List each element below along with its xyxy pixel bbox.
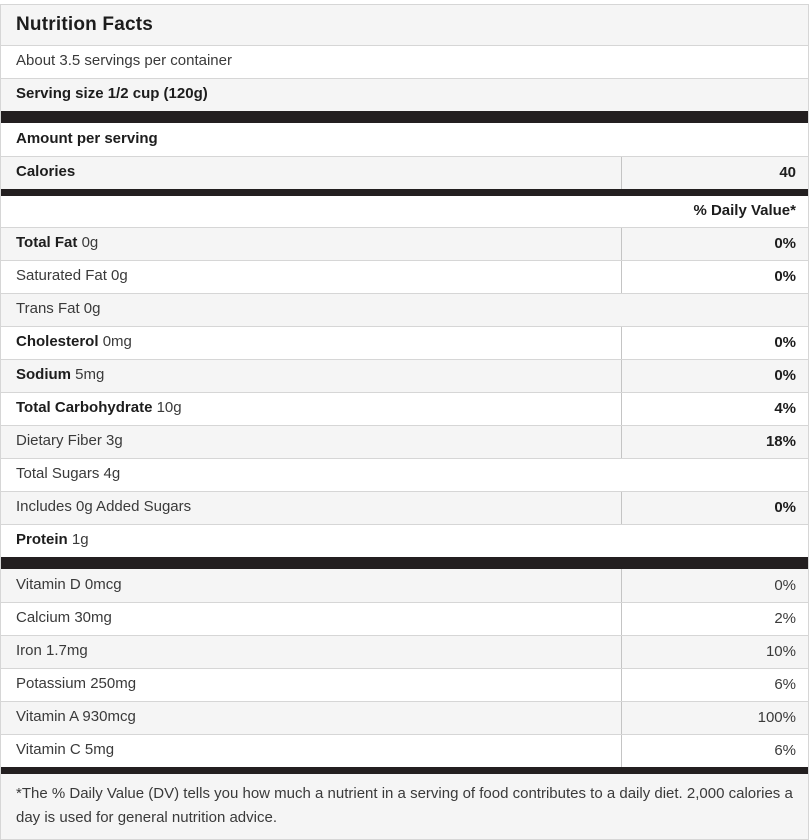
- daily-value-header-label: [1, 196, 808, 227]
- row-total-carbohydrate: [1, 392, 808, 425]
- trans-fat-label-text: Trans Fat 0g: [16, 300, 101, 318]
- calories-label: [1, 157, 621, 189]
- row-servings-per-container: [1, 45, 808, 78]
- protein-label: [1, 525, 808, 557]
- added-sugars-value: [621, 492, 808, 524]
- thick-bar-3: [1, 557, 808, 569]
- sodium-label-text: 5mg: [71, 366, 105, 384]
- row-sodium: [1, 359, 808, 392]
- vitamin-a-value: [621, 702, 808, 734]
- cholesterol-value-text: 0%: [774, 334, 796, 351]
- added-sugars-label: [1, 492, 621, 524]
- cholesterol-label: [1, 327, 621, 359]
- potassium-label-text: Potassium 250mg: [16, 675, 137, 693]
- dietary-fiber-value: [621, 426, 808, 458]
- dietary-fiber-label-text: Dietary Fiber 3g: [16, 432, 123, 450]
- sodium-label: [1, 360, 621, 392]
- row-saturated-fat: [1, 260, 808, 293]
- title-label-bold-text: Nutrition Facts: [16, 14, 154, 35]
- cholesterol-label-text: 0mg: [98, 333, 132, 351]
- thick-bar-2: [1, 189, 808, 196]
- potassium-value-text: 6%: [774, 676, 796, 693]
- row-calories: [1, 156, 808, 189]
- vitamin-d-value-text: 0%: [774, 576, 796, 594]
- total-fat-value: [621, 228, 808, 260]
- row-total-sugars: [1, 458, 808, 491]
- saturated-fat-value-text: 0%: [774, 268, 796, 285]
- row-total-fat: [1, 227, 808, 260]
- protein-label-text: 1g: [67, 531, 89, 549]
- added-sugars-value-text: 0%: [774, 499, 796, 516]
- row-iron: [1, 635, 808, 668]
- vitamin-c-label: [1, 735, 621, 767]
- potassium-label: [1, 669, 621, 701]
- vitamin-c-value-text: 6%: [774, 742, 796, 759]
- row-protein: [1, 524, 808, 557]
- sodium-value: [621, 360, 808, 392]
- row-amount-per-serving: [1, 123, 808, 156]
- total-fat-label: [1, 228, 621, 260]
- daily-value-header-label-bold-text: % Daily Value*: [693, 201, 796, 219]
- calcium-value-text: 2%: [774, 610, 796, 627]
- row-calcium: [1, 602, 808, 635]
- row-trans-fat: [1, 293, 808, 326]
- vitamin-d-label: [1, 569, 621, 602]
- footnote-label: [1, 774, 808, 839]
- added-sugars-label-text: Includes 0g Added Sugars: [16, 498, 192, 516]
- thick-bar-4: [1, 767, 808, 774]
- title-label: [1, 5, 808, 45]
- servings-per-container-label: [1, 46, 808, 78]
- vitamin-c-label-text: Vitamin C 5mg: [16, 741, 115, 759]
- saturated-fat-label-text: Saturated Fat 0g: [16, 267, 128, 285]
- amount-per-serving-label: [1, 123, 808, 156]
- total-sugars-label: [1, 459, 808, 491]
- calories-value: [621, 157, 808, 189]
- cholesterol-label-bold-text: Cholesterol: [16, 333, 99, 351]
- protein-label-bold-text: Protein: [16, 531, 68, 549]
- total-carbohydrate-label-text: 10g: [152, 399, 182, 417]
- total-fat-label-bold-text: Total Fat: [16, 234, 78, 252]
- thick-bar-1: [1, 111, 808, 123]
- row-cholesterol: [1, 326, 808, 359]
- total-fat-value-text: 0%: [774, 235, 796, 252]
- saturated-fat-value: [621, 261, 808, 293]
- row-potassium: [1, 668, 808, 701]
- total-carbohydrate-value: [621, 393, 808, 425]
- iron-label-text: Iron 1.7mg: [16, 642, 88, 660]
- vitamin-a-label: [1, 702, 621, 734]
- servings-per-container-label-text: About 3.5 servings per container: [16, 52, 232, 70]
- iron-value: [621, 636, 808, 668]
- vitamin-a-label-text: Vitamin A 930mcg: [16, 708, 136, 726]
- row-daily-value-header: [1, 196, 808, 227]
- calories-label-bold-text: Calories: [16, 163, 76, 181]
- amount-per-serving-label-bold-text: Amount per serving: [16, 129, 158, 147]
- saturated-fat-label: [1, 261, 621, 293]
- vitamin-d-label-text: Vitamin D 0mcg: [16, 575, 122, 593]
- serving-size-label: [1, 79, 808, 111]
- trans-fat-label: [1, 294, 808, 326]
- calories-value-text: 40: [779, 164, 796, 182]
- row-serving-size: [1, 78, 808, 111]
- vitamin-d-value: [621, 569, 808, 602]
- vitamin-a-value-text: 100%: [757, 709, 796, 726]
- calcium-label: [1, 603, 621, 635]
- total-carbohydrate-label: [1, 393, 621, 425]
- row-title: [1, 5, 808, 45]
- row-added-sugars: [1, 491, 808, 524]
- calcium-label-text: Calcium 30mg: [16, 609, 112, 627]
- calcium-value: [621, 603, 808, 635]
- page: [0, 4, 812, 837]
- row-footnote: [1, 774, 808, 839]
- total-carbohydrate-label-bold-text: Total Carbohydrate: [16, 399, 153, 417]
- iron-label: [1, 636, 621, 668]
- total-fat-label-text: 0g: [77, 234, 99, 252]
- sodium-value-text: 0%: [774, 367, 796, 384]
- sodium-label-bold-text: Sodium: [16, 366, 71, 384]
- row-vitamin-d: [1, 569, 808, 602]
- dietary-fiber-value-text: 18%: [765, 433, 796, 450]
- cholesterol-value: [621, 327, 808, 359]
- row-vitamin-c: [1, 734, 808, 767]
- potassium-value: [621, 669, 808, 701]
- vitamin-c-value: [621, 735, 808, 767]
- nutrition-facts-label: [0, 4, 809, 840]
- total-carbohydrate-value-text: 4%: [774, 400, 796, 417]
- footnote-label-text: *The % Daily Value (DV) tells you how much a nutrient in a serving of food contributes to a daily diet. 2,000 calories a day is used for general nutrition advice.: [16, 784, 797, 826]
- row-vitamin-a: [1, 701, 808, 734]
- total-sugars-label-text: Total Sugars 4g: [16, 465, 121, 483]
- serving-size-label-bold-text: Serving size 1/2 cup (120g): [16, 85, 208, 103]
- row-dietary-fiber: [1, 425, 808, 458]
- dietary-fiber-label: [1, 426, 621, 458]
- iron-value-text: 10%: [765, 643, 796, 660]
